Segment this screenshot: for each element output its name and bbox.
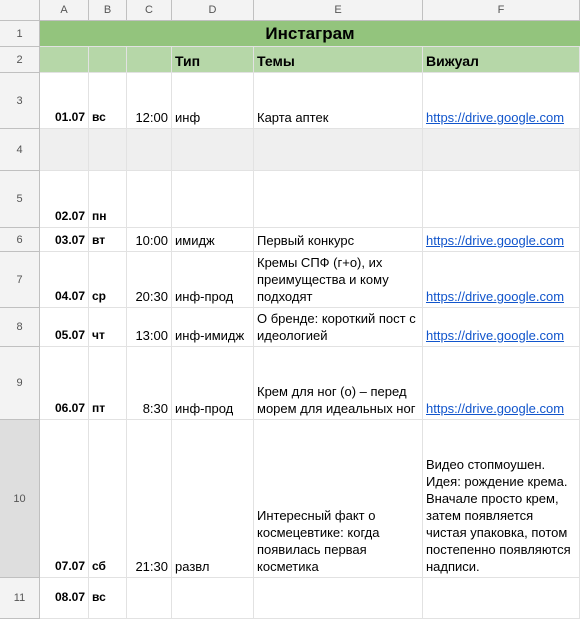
- topic-cell[interactable]: [254, 171, 423, 228]
- column-header-b[interactable]: B: [89, 0, 127, 20]
- row-header-8[interactable]: 8: [0, 308, 40, 347]
- topic-cell[interactable]: Карта аптек: [254, 73, 423, 129]
- type-cell[interactable]: развл: [172, 420, 254, 578]
- day-cell[interactable]: ср: [89, 252, 127, 308]
- visual-link[interactable]: https://drive.google.com: [423, 347, 580, 420]
- visual-link[interactable]: https://drive.google.com: [423, 73, 580, 129]
- type-cell[interactable]: инф-прод: [172, 347, 254, 420]
- topic-cell[interactable]: Первый конкурс: [254, 228, 423, 252]
- type-cell[interactable]: инф-имидж: [172, 308, 254, 347]
- visual-link[interactable]: https://drive.google.com: [423, 308, 580, 347]
- visual-link[interactable]: https://drive.google.com: [423, 252, 580, 308]
- type-cell[interactable]: [172, 578, 254, 619]
- row-header-7[interactable]: 7: [0, 252, 40, 308]
- header-cell-c[interactable]: [127, 47, 172, 73]
- time-cell[interactable]: [127, 578, 172, 619]
- header-cell-a[interactable]: [40, 47, 89, 73]
- column-header-f[interactable]: F: [423, 0, 580, 20]
- visual-link[interactable]: https://drive.google.com: [423, 228, 580, 252]
- date-cell[interactable]: 04.07: [40, 252, 89, 308]
- visual-cell[interactable]: [423, 171, 580, 228]
- type-cell[interactable]: имидж: [172, 228, 254, 252]
- visual-cell[interactable]: Видео стопмоушен. Идея: рождение крема. Вначале просто крем, затем появляется чистая упаковка, потом постепенно появляются надписи.: [423, 420, 580, 578]
- type-cell[interactable]: инф-прод: [172, 252, 254, 308]
- date-cell[interactable]: 07.07: [40, 420, 89, 578]
- date-cell[interactable]: 05.07: [40, 308, 89, 347]
- day-cell[interactable]: вт: [89, 228, 127, 252]
- topic-cell[interactable]: Кремы СПФ (г+о), их преимущества и кому подходят: [254, 252, 423, 308]
- row-header-10[interactable]: 10: [0, 420, 40, 578]
- topic-cell[interactable]: Интересный факт о космецевтике: когда появилась первая косметика: [254, 420, 423, 578]
- time-cell[interactable]: 13:00: [127, 308, 172, 347]
- column-header-row: [0, 0, 580, 21]
- topic-cell[interactable]: О бренде: короткий пост с идеологией: [254, 308, 423, 347]
- type-cell[interactable]: инф: [172, 73, 254, 129]
- time-cell[interactable]: [127, 171, 172, 228]
- day-cell[interactable]: пн: [89, 171, 127, 228]
- time-cell[interactable]: 20:30: [127, 252, 172, 308]
- row-header-3[interactable]: 3: [0, 73, 40, 129]
- topic-cell[interactable]: [254, 578, 423, 619]
- visual-cell[interactable]: [423, 129, 580, 171]
- time-cell[interactable]: 8:30: [127, 347, 172, 420]
- day-cell[interactable]: вс: [89, 73, 127, 129]
- row-header-11[interactable]: 11: [0, 578, 40, 619]
- column-header-a[interactable]: A: [40, 0, 89, 20]
- row-header-6[interactable]: 6: [0, 228, 40, 252]
- header-type[interactable]: Тип: [172, 47, 254, 73]
- header-visual[interactable]: Вижуал: [423, 47, 580, 73]
- header-cell-b[interactable]: [89, 47, 127, 73]
- time-cell[interactable]: [127, 129, 172, 171]
- type-cell[interactable]: [172, 129, 254, 171]
- date-cell[interactable]: 03.07: [40, 228, 89, 252]
- date-cell[interactable]: 06.07: [40, 347, 89, 420]
- day-cell[interactable]: вс: [89, 578, 127, 619]
- day-cell[interactable]: сб: [89, 420, 127, 578]
- day-cell[interactable]: чт: [89, 308, 127, 347]
- column-header-e[interactable]: E: [254, 0, 423, 20]
- type-cell[interactable]: [172, 171, 254, 228]
- sheet-title[interactable]: Инстаграм: [40, 21, 580, 47]
- date-cell[interactable]: 01.07: [40, 73, 89, 129]
- day-cell[interactable]: пт: [89, 347, 127, 420]
- row-header-1[interactable]: 1: [0, 21, 40, 47]
- row-header-5[interactable]: 5: [0, 171, 40, 228]
- date-cell[interactable]: [40, 129, 89, 171]
- select-all-corner[interactable]: [0, 0, 40, 20]
- topic-cell[interactable]: Крем для ног (о) – перед морем для идеальных ног: [254, 347, 423, 420]
- column-header-c[interactable]: C: [127, 0, 172, 20]
- date-cell[interactable]: 08.07: [40, 578, 89, 619]
- time-cell[interactable]: 12:00: [127, 73, 172, 129]
- column-header-d[interactable]: D: [172, 0, 254, 20]
- visual-cell[interactable]: [423, 578, 580, 619]
- time-cell[interactable]: 10:00: [127, 228, 172, 252]
- row-header-9[interactable]: 9: [0, 347, 40, 420]
- date-cell[interactable]: 02.07: [40, 171, 89, 228]
- row-header-2[interactable]: 2: [0, 47, 40, 73]
- row-header-4[interactable]: 4: [0, 129, 40, 171]
- topic-cell[interactable]: [254, 129, 423, 171]
- time-cell[interactable]: 21:30: [127, 420, 172, 578]
- header-topics[interactable]: Темы: [254, 47, 423, 73]
- day-cell[interactable]: [89, 129, 127, 171]
